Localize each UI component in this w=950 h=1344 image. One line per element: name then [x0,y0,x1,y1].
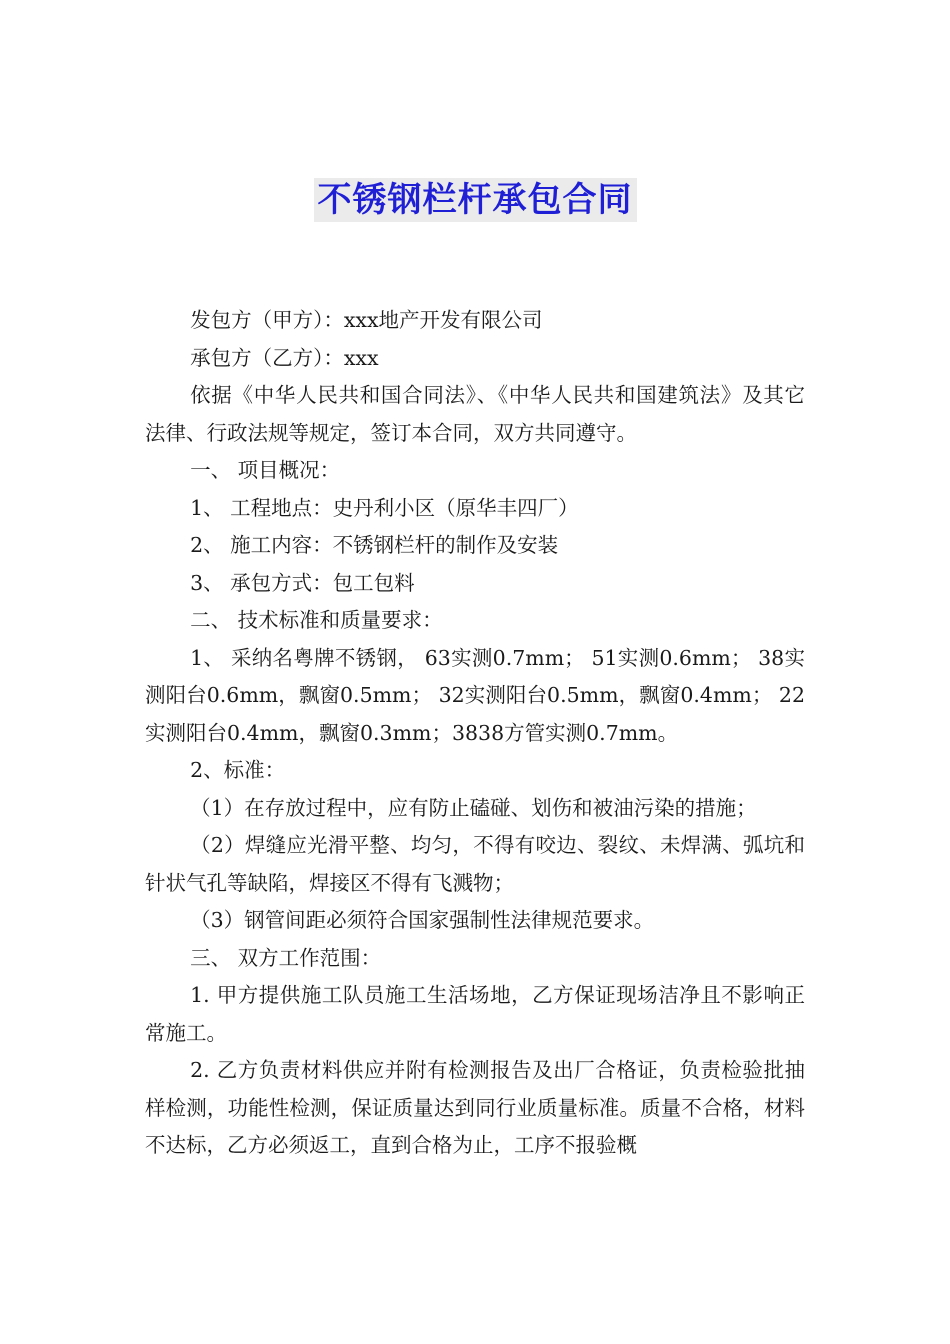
item-project-location: 1、 工程地点：史丹利小区（原华丰四厂） [190,495,579,520]
heading-work-scope: 三、 双方工作范围： [190,945,382,970]
item-scope-2: 2. 乙方负责材料供应并附有检测报告及出厂合格证，负责检验批抽样检测，功能性检测，保证质量达到同行业质量标准。质量不合格，材料不达标，乙方必须返工，直到合格为止，工序不报验概 [145,1058,805,1157]
document-title: 不锈钢栏杆承包合同 [314,178,637,222]
document-body [145,302,805,1165]
item-standards: 2、标准： [190,758,286,782]
item-standard-2: （2）焊缝应光滑平整、均匀，不得有咬边、裂纹、未焊满、弧坑和针状气孔等缺陷，焊接区不得有飞溅物； [145,833,805,895]
paragraph-basis: 依据《中华人民共和国合同法》、《中华人民共和国建筑法》及其它法律、行政法规等规定，签订本合同，双方共同遵守。 [145,383,805,445]
paragraph-party-b: 承包方（乙方）：xxx [190,345,379,370]
item-standard-3: （3）钢管间距必须符合国家强制性法律规范要求。 [190,908,655,932]
heading-project-overview: 一、 项目概况： [190,458,341,482]
item-standard-1: （1）在存放过程中，应有防止磕碰、划伤和被油污染的措施； [190,795,757,820]
title-container [0,178,950,222]
item-material-spec: 1、 采纳名粤牌不锈钢， 63实测0.7mm； 51实测0.6mm； 38实测阳台0.6mm，飘窗0.5mm； 32实测阳台0.5mm，飘窗0.4mm； 22实测阳台0.4mm，飘窗0.3mm；3838方管实测0.7mm。 [145,645,805,745]
heading-technical-standards: 二、 技术标准和质量要求： [190,608,443,632]
item-contract-method: 3、 承包方式：包工包料 [190,570,415,595]
item-scope-1: 1. 甲方提供施工队员施工生活场地，乙方保证现场洁净且不影响正常施工。 [145,983,805,1045]
item-construction-content: 2、 施工内容：不锈钢栏杆的制作及安装 [190,533,559,557]
paragraph-party-a: 发包方（甲方）：xxx地产开发有限公司 [190,308,543,332]
